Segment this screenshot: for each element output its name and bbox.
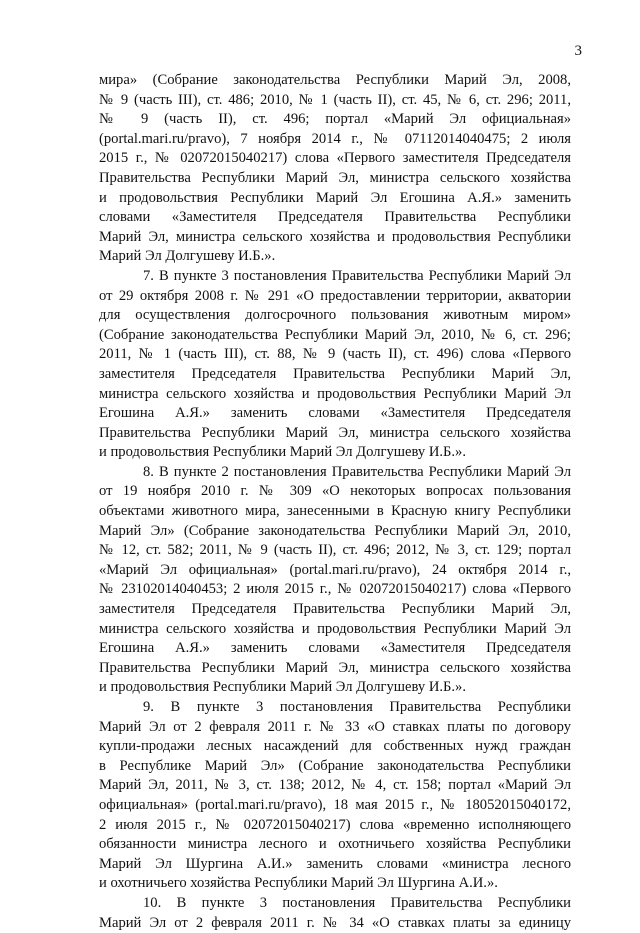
text-line: Егошина А.Я.» заменить словами «Заместителя Председателя [99, 640, 571, 657]
text-line: мира» (Собрание законодательства Республики Марий Эл, 2008, [99, 72, 571, 88]
text-line: купли-продажи лесных насаждений для собственных нужд граждан [99, 738, 571, 755]
text-line: 8. В пункте 2 постановления Правительства Республики Марий Эл [143, 463, 571, 480]
text-line: Марий Эл от 2 февраля 2011 г. № 34 «О ставках платы за единицу [99, 914, 571, 931]
text-line: для осуществления долгосрочного пользования животным миром» [99, 307, 571, 324]
text-line: министра сельского хозяйства и продовольствия Республики Марий Эл [99, 385, 571, 402]
text-line: Правительства Республики Марий Эл, министра сельского хозяйства [99, 659, 571, 676]
text-line: и охотничьего хозяйства Республики Марий Эл Шургина А.И.». [99, 875, 498, 892]
text-line: и продовольствия Республики Марий Эл Долгушеву И.Б.». [99, 679, 467, 696]
text-line: Егошина А.Я.» заменить словами «Заместителя Председателя [99, 405, 571, 422]
text-line: от 29 октября 2008 г. № 291 «О предоставлении территории, акватории [99, 287, 571, 304]
text-line: от 19 ноября 2010 г. № 309 «О некоторых вопросах пользования [99, 483, 571, 500]
text-line: Марий Эл» (Собрание законодательства Республики Марий Эл, 2010, [99, 522, 571, 539]
text-line: заместителя Председателя Правительства Республики Марий Эл, [99, 601, 571, 618]
text-line: 2011, № 1 (часть III), ст. 88, № 9 (часть II), ст. 496) слова «Первого [99, 346, 571, 363]
text-line: № 9 (часть III), ст. 486; 2010, № 1 (часть II), ст. 45, № 6, ст. 296; 2011, [99, 91, 571, 108]
text-line: Марий Эл, 2011, № 3, ст. 138; 2012, № 4, ст. 158; портал «Марий Эл [99, 777, 571, 794]
text-line: 7. В пункте 3 постановления Правительства Республики Марий Эл [143, 267, 571, 284]
text-line: 2015 г., № 02072015040217) слова «Первого заместителя Председателя [99, 150, 571, 167]
text-line: № 12, ст. 582; 2011, № 9 (часть II), ст. 496; 2012, № 3, ст. 129; портал [99, 542, 571, 559]
text-line: (Собрание законодательства Республики Марий Эл, 2010, № 6, ст. 296; [99, 326, 571, 343]
text-line: официальная» (portal.mari.ru/pravo), 18 мая 2015 г., № 18052015040172, [99, 796, 571, 813]
page-number: 3 [574, 43, 582, 59]
text-line: Правительства Республики Марий Эл, министра сельского хозяйства [99, 424, 571, 441]
text-line: (portal.mari.ru/pravo), 7 ноября 2014 г., № 07112014040475; 2 июля [99, 130, 571, 147]
text-line: словами «Заместителя Председателя Правительства Республики [99, 209, 571, 226]
text-line: Марий Эл от 2 февраля 2011 г. № 33 «О ставках платы по договору [99, 718, 571, 735]
text-line: обязанности министра лесного и охотничьего хозяйства Республики [99, 836, 571, 853]
text-line: и продовольствия Республики Марий Эл Долгушеву И.Б.». [99, 444, 467, 461]
text-line: Марий Эл Долгушеву И.Б.». [99, 248, 276, 265]
text-line: «Марий Эл официальная» (portal.mari.ru/pravo), 24 октября 2014 г., [99, 561, 571, 578]
text-line: и продовольствия Республики Марий Эл Егошина А.Я.» заменить [99, 189, 571, 206]
text-line: заместителя Председателя Правительства Республики Марий Эл, [99, 365, 571, 382]
text-line: Марий Эл, министра сельского хозяйства и продовольствия Республики [99, 228, 571, 245]
text-line: объектами животного мира, занесенными в Красную книгу Республики [99, 503, 571, 520]
text-line: 10. В пункте 3 постановления Правительства Республики [143, 894, 571, 911]
text-line: № 23102014040453; 2 июля 2015 г., № 02072015040217) слова «Первого [99, 581, 571, 598]
text-line: № 9 (часть II), ст. 496; портал «Марий Эл официальная» [99, 111, 571, 128]
text-line: 2 июля 2015 г., № 02072015040217) слова «временно исполняющего [99, 816, 571, 833]
text-line: Правительства Республики Марий Эл, министра сельского хозяйства [99, 169, 571, 186]
text-line: министра сельского хозяйства и продовольствия Республики Марий Эл [99, 620, 571, 637]
text-line: в Республике Марий Эл» (Собрание законодательства Республики [99, 757, 571, 774]
text-line: Марий Эл Шургина А.И.» заменить словами «министра лесного [99, 855, 571, 872]
text-line: 9. В пункте 3 постановления Правительства Республики [143, 699, 571, 715]
document-body [99, 71, 571, 933]
